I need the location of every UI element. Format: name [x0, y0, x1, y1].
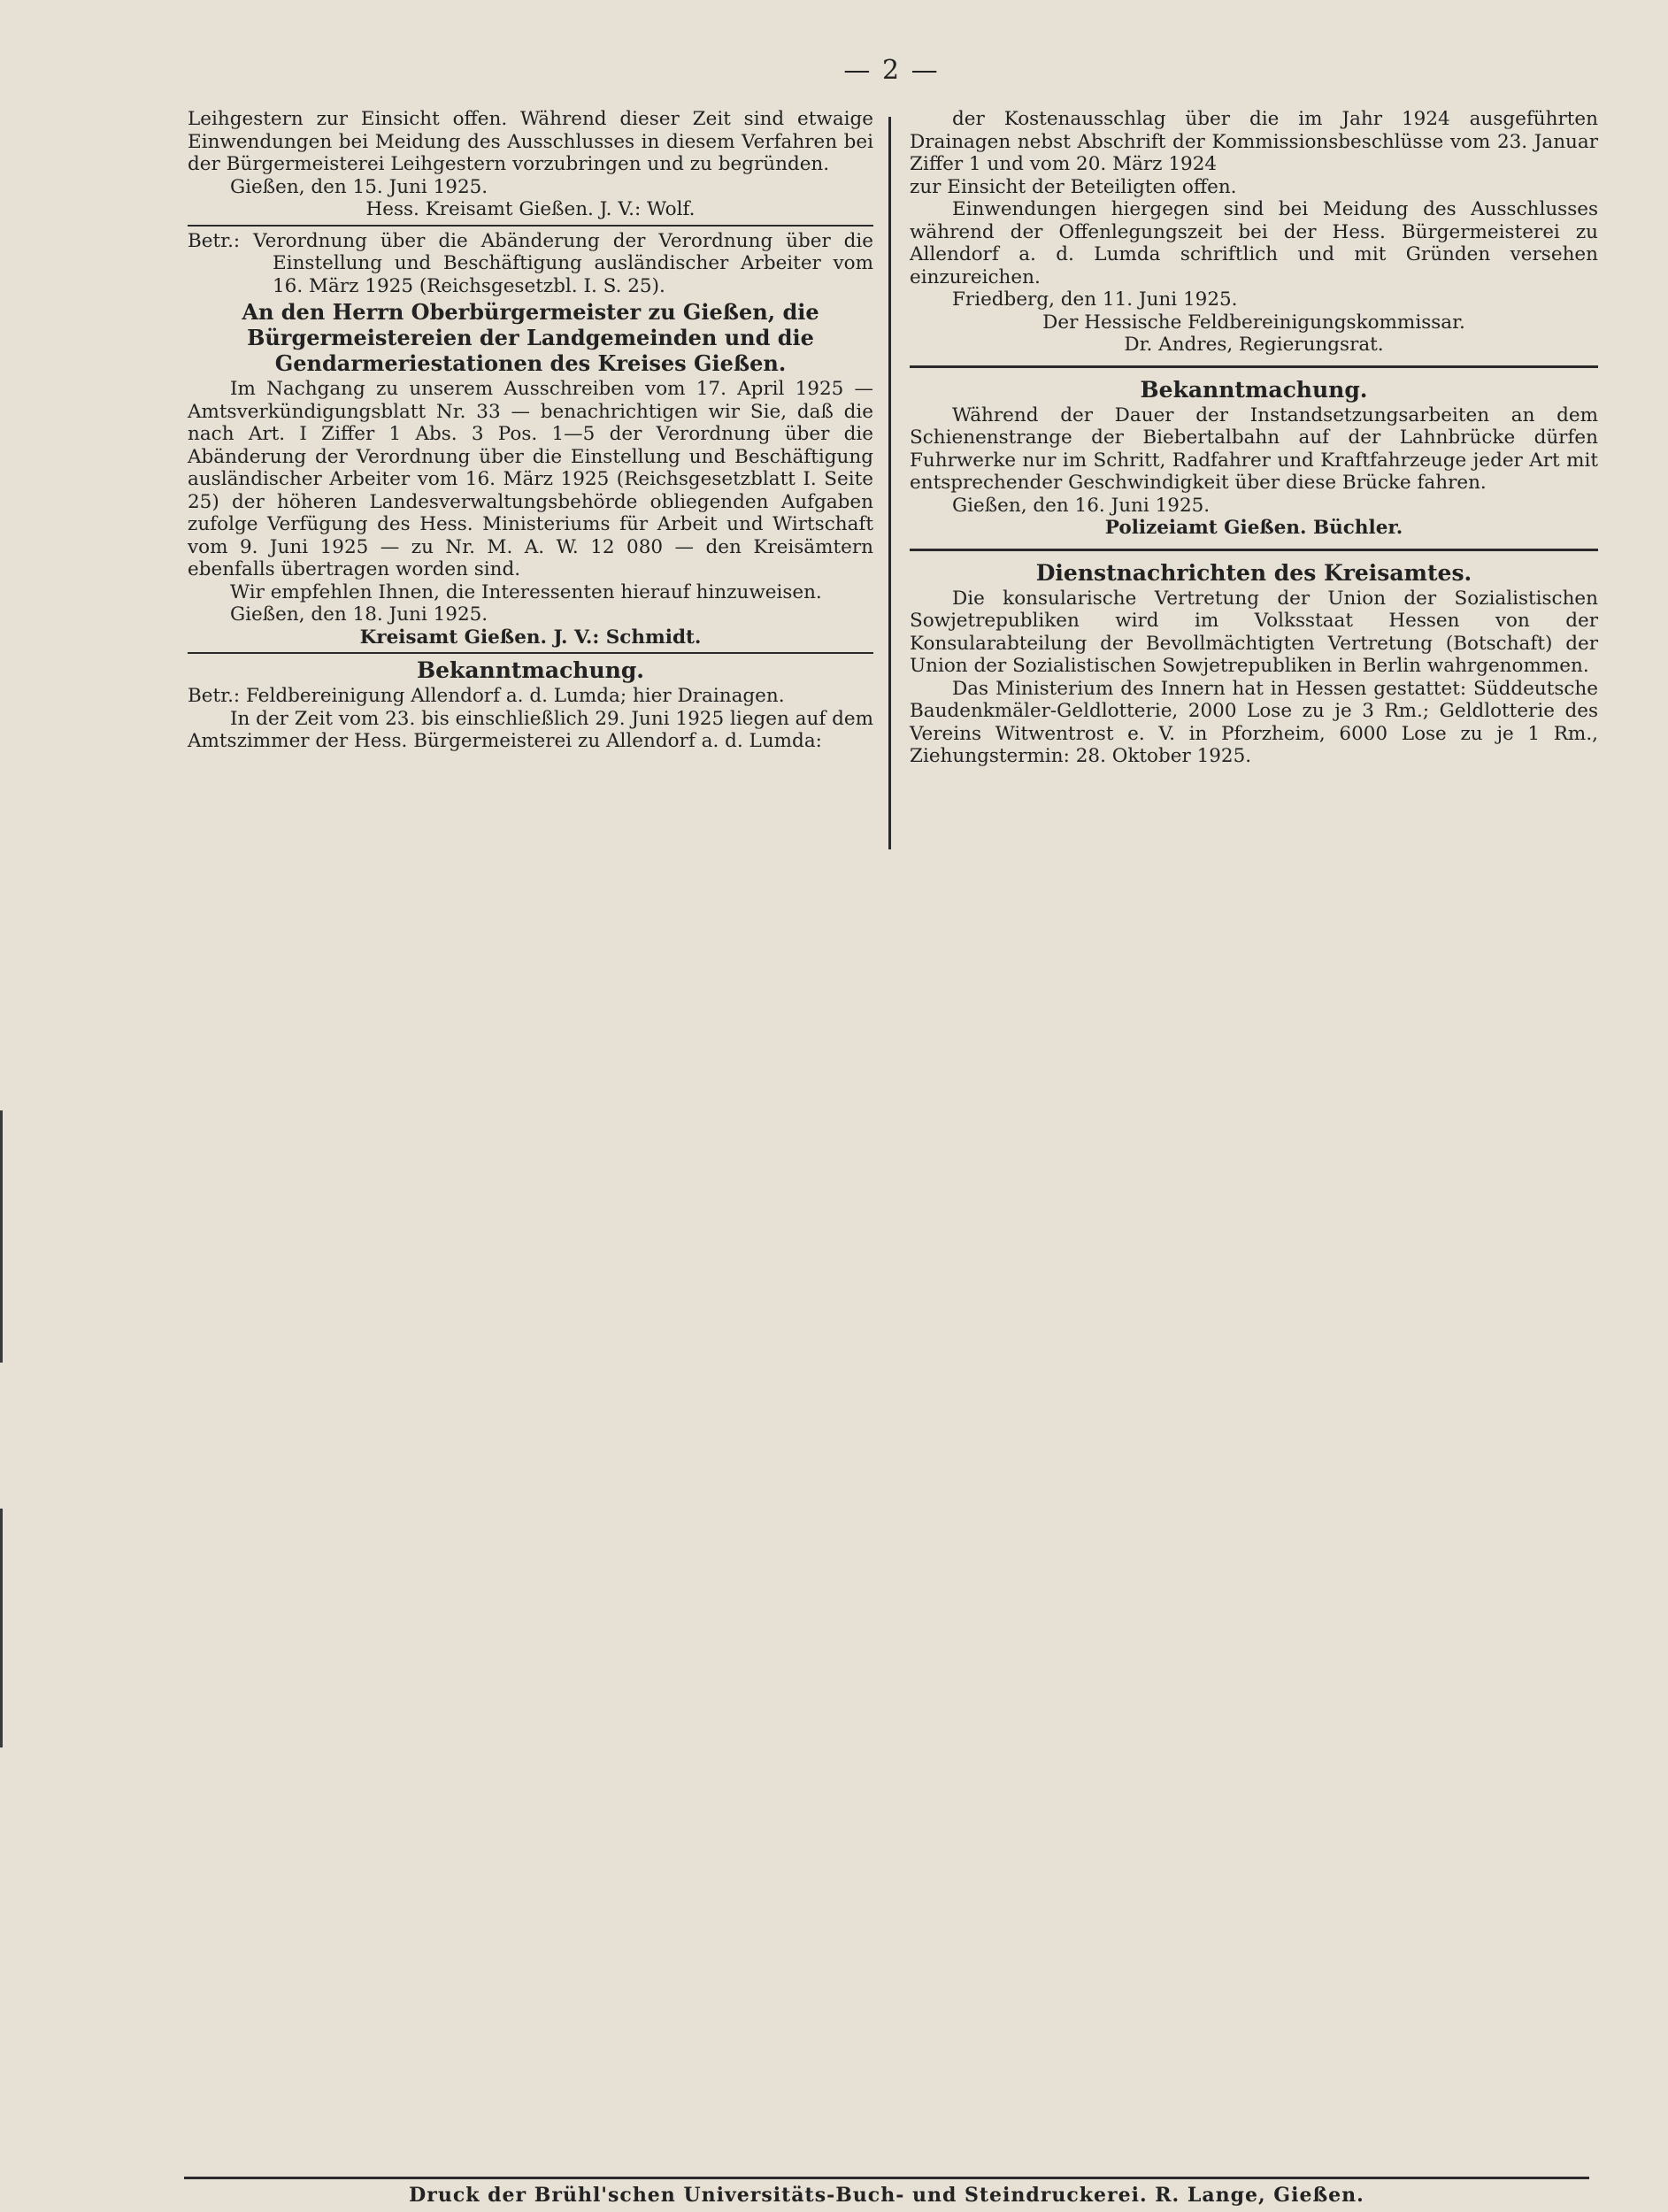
binding-mark-top — [0, 1110, 3, 1363]
place-date: Gießen, den 16. Juni 1925. — [952, 494, 1211, 517]
place-date: Gießen, den 15. Juni 1925. — [230, 175, 488, 198]
announcement-text: Die konsularische Vertretung der Union der Sozialistischen Sowjetrepubliken wird im Volksstaat Hessen von der Konsularabteilung der Bevollmächtigten Vertretung (Botschaft) der Union der Sozialistischen Sowjetrepubliken in Berlin wahrgenommen. — [910, 587, 1598, 677]
signature: Kreisamt Gießen. J. V.: Schmidt. — [359, 626, 702, 649]
announcement-text: Einwendungen hiergegen sind bei Meidung des Ausschlusses während der Offenlegungszeit bei der Hess. Bürgermeisterei zu Allendorf a. d. Lumda schriftlich und mit Gründen versehen einzureichen. — [910, 198, 1598, 288]
section-rule — [910, 365, 1598, 368]
printer-imprint: Druck der Brühl'schen Universitäts-Buch- und Steindruckerei. R. Lange, Gießen. — [409, 2184, 1364, 2207]
signature: Hess. Kreisamt Gießen. J. V.: Wolf. — [365, 198, 696, 220]
section-rule — [910, 549, 1598, 551]
section-heading: Bekanntmachung. — [1140, 376, 1368, 403]
page-number: — 2 — — [843, 55, 940, 86]
place-date: Friedberg, den 11. Juni 1925. — [952, 288, 1238, 311]
announcement-text: Während der Dauer der Instandsetzungsarbeiten an dem Schienenstrange der Biebertalbahn auf der Lahnbrücke dürfen Fuhrwerke nur im Schritt, Radfahrer und Kraftfahrzeuge jeder Art mit entsprechender Geschwindigkeit über diese Brücke fahren. — [910, 403, 1598, 494]
announcement-text: Das Ministerium des Innern hat in Hessen gestattet: Süddeutsche Baudenkmäler-Geldlotterie, 2000 Lose zu je 3 Rm.; Geldlotterie des Vereins Witwentrost e. V. in Pforzheim, 6000 Lose zu je 1 Rm., Ziehungstermin: 28. Oktober 1925. — [910, 677, 1598, 767]
announcement-text: Leihgestern zur Einsicht offen. Während dieser Zeit sind etwaige Einwendungen bei Meidung des Ausschlusses in diesem Verfahren bei der Bürgermeisterei Leihgestern vorzubringen und zu begründen. — [188, 108, 873, 175]
column-divider — [888, 117, 891, 849]
announcement-text: Im Nachgang zu unserem Ausschreiben vom 17. April 1925 — Amtsverkündigungsblatt Nr. 33 — benachrichtigen wir Sie, daß die nach Art. I Ziffer 1 Abs. 3 Pos. 1—5 der Verordnung über die Abänderung der Verordnung über die Einstellung und Beschäftigung ausländischer Arbeiter vom 16. März 1925 (Reichsgesetzblatt I. Seite 25) der höheren Landesverwaltungsbehörde obliegenden Aufgaben zufolge Verfügung des Hess. Ministeriums für Arbeit und Wirtschaft vom 9. Juni 1925 — zu Nr. M. A. W. 12 080 — den Kreisämtern ebenfalls übertragen worden sind. — [188, 378, 873, 580]
addressee-heading: An den Herrn Oberbürgermeister zu Gießen, die Bürgermeistereien der Landgemeinden und die Gendarmeriestationen des Kreises Gießen. — [242, 299, 819, 376]
announcement-text: In der Zeit vom 23. bis einschließlich 29. Juni 1925 liegen auf dem Amtszimmer der Hess. Bürgermeisterei zu Allendorf a. d. Lumda: — [188, 707, 873, 752]
place-date: Gießen, den 18. Juni 1925. — [230, 603, 488, 626]
subject-line: Betr.: Feldbereinigung Allendorf a. d. Lumda; hier Drainagen. — [188, 685, 785, 707]
binding-mark-bottom — [0, 1509, 3, 1747]
announcement-text: zur Einsicht der Beteiligten offen. — [910, 175, 1237, 198]
footer-rule — [184, 2177, 1589, 2179]
left-column — [188, 108, 873, 753]
signature: Polizeiamt Gießen. Büchler. — [1104, 517, 1403, 539]
subject-line: Betr.: Verordnung über die Abänderung der Verordnung über die Einstellung und Beschäftigung ausländischer Arbeiter vom 16. März 1925 (Reichsgesetzbl. I. S. 25). — [188, 229, 873, 297]
right-column — [910, 108, 1598, 768]
section-rule — [188, 652, 873, 654]
section-rule — [188, 225, 873, 227]
signature: Der Hessische Feldbereinigungskommissar. — [1042, 311, 1465, 334]
announcement-text: Wir empfehlen Ihnen, die Interessenten hierauf hinzuweisen. — [230, 580, 822, 603]
announcement-text: der Kostenausschlag über die im Jahr 1924 ausgeführten Drainagen nebst Abschrift der Kommissionsbeschlüsse vom 23. Januar Ziffer 1 und vom 20. März 1924 — [910, 108, 1598, 175]
signature: Dr. Andres, Regierungsrat. — [1124, 334, 1384, 356]
section-heading: Bekanntmachung. — [416, 657, 645, 683]
section-heading: Dienstnachrichten des Kreisamtes. — [1035, 559, 1472, 586]
